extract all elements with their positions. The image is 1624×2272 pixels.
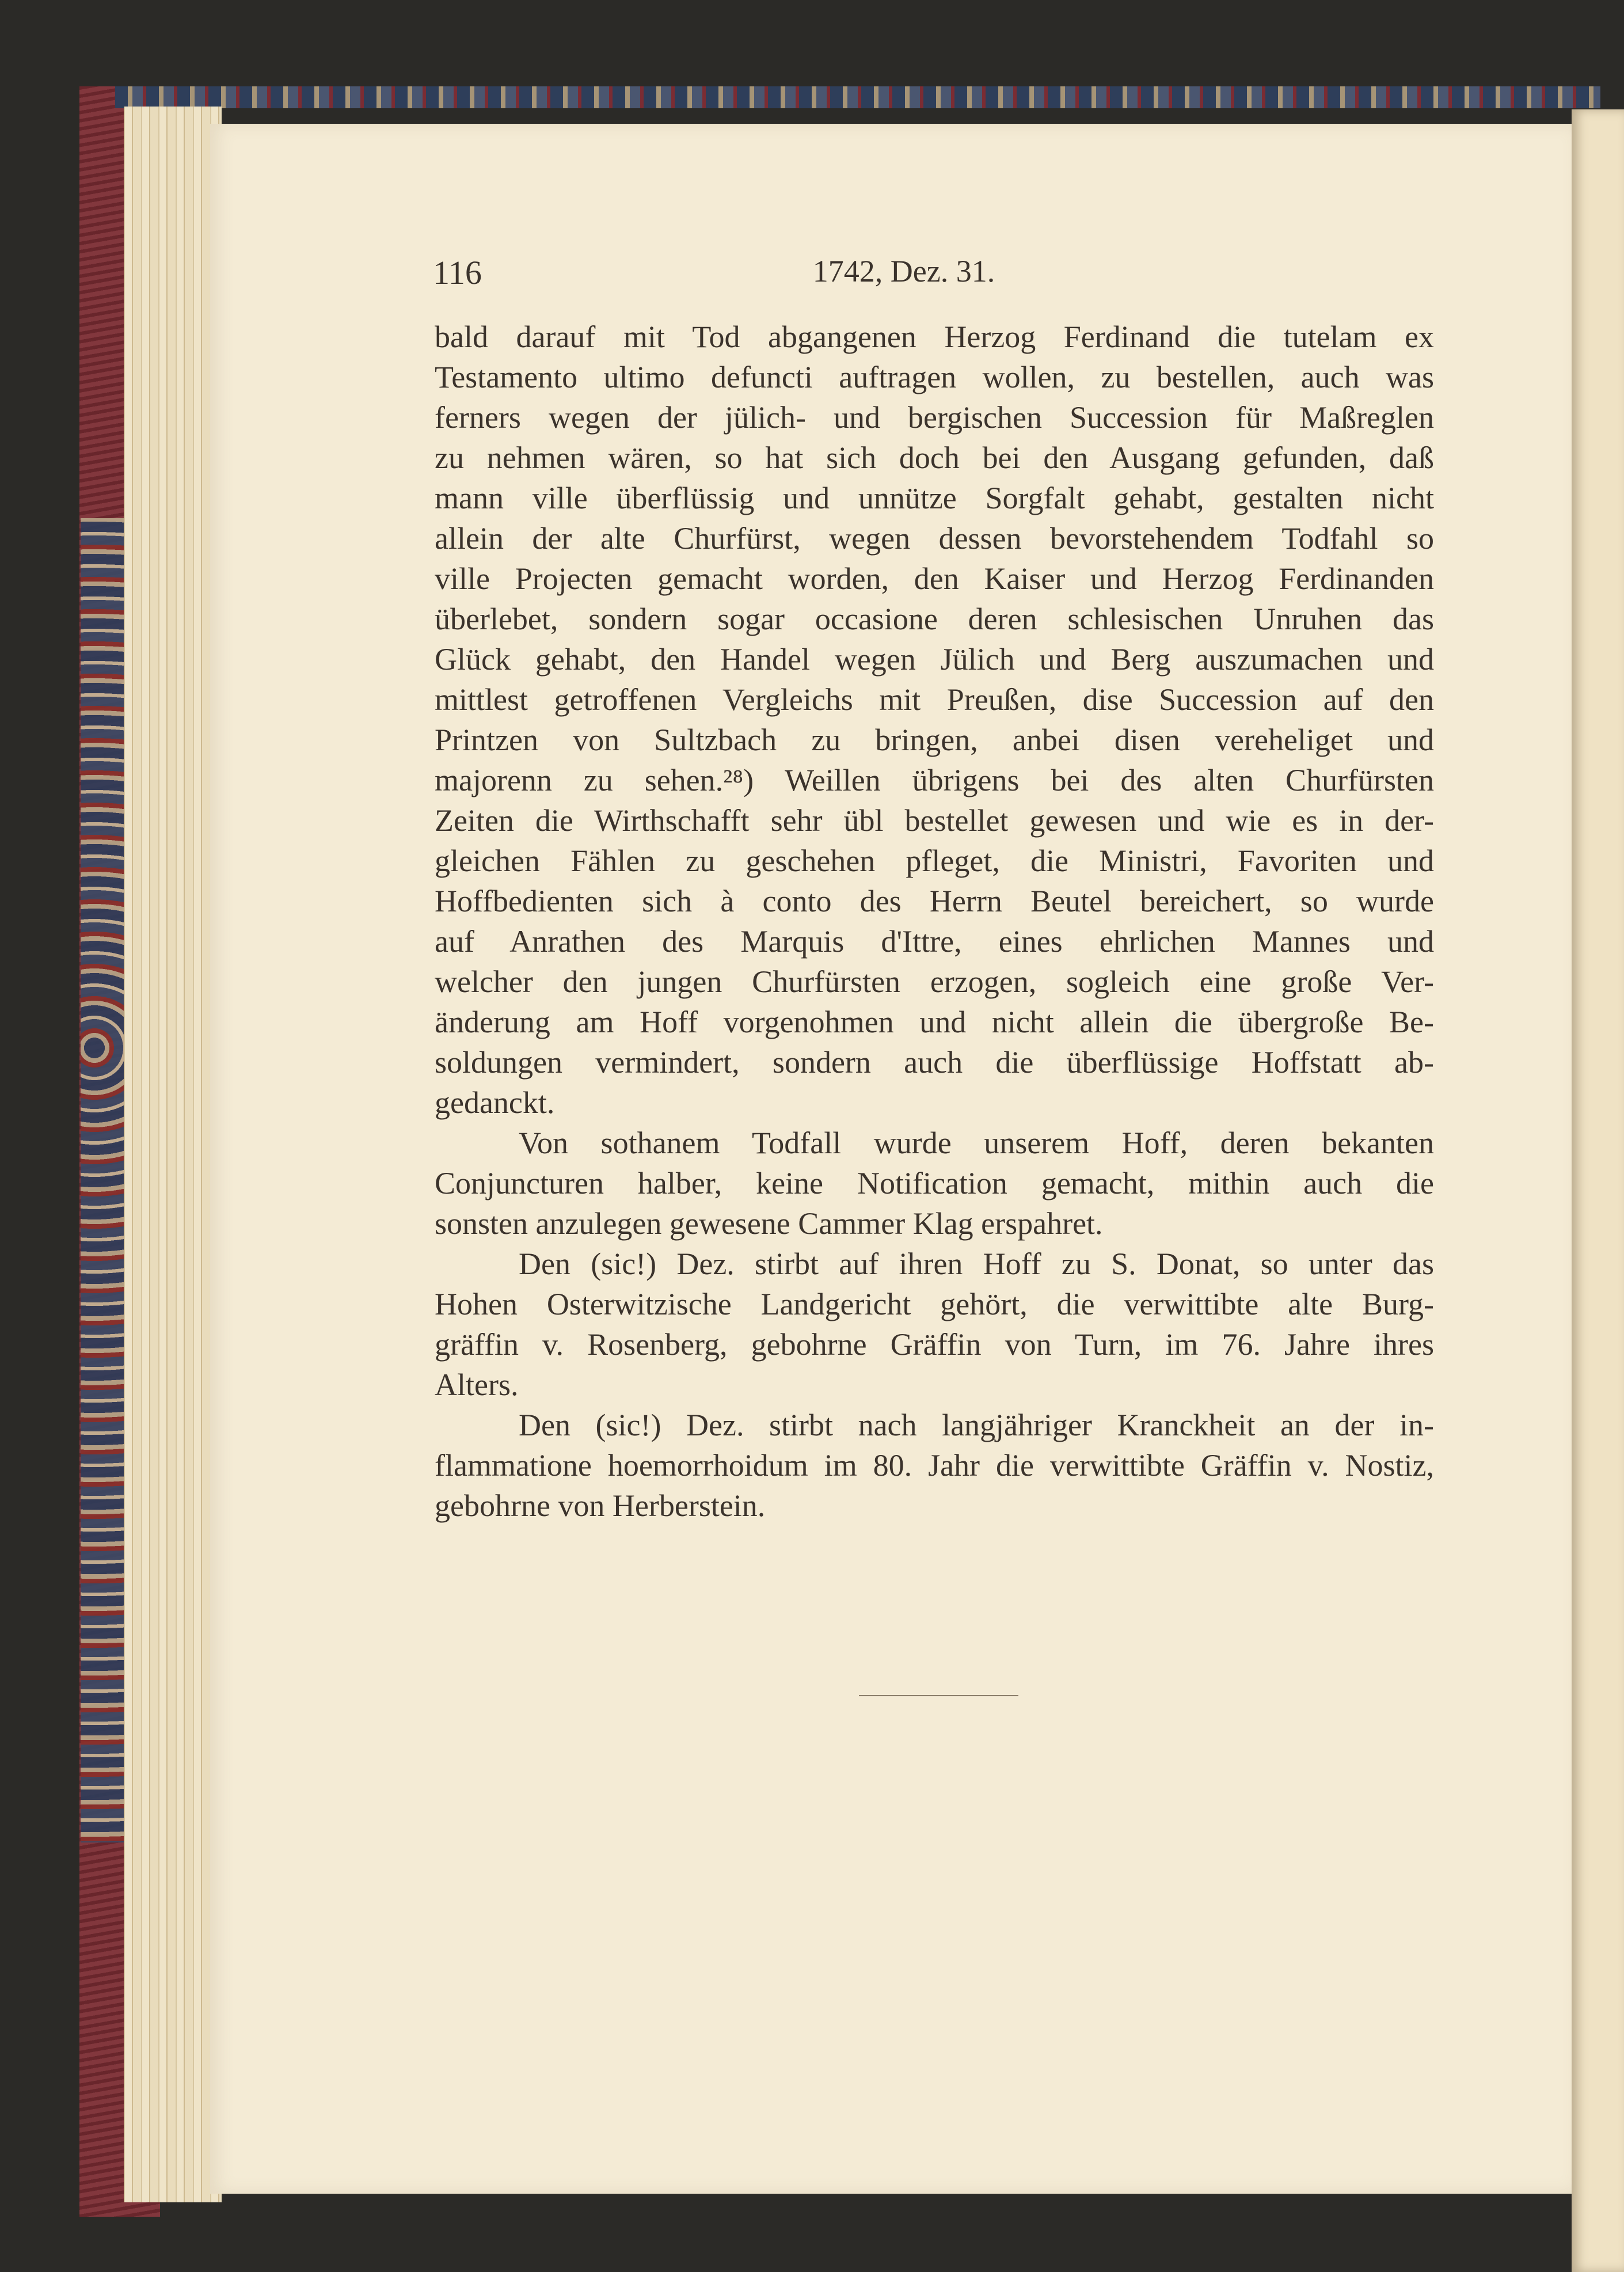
text-line: sonsten anzulegen gewesene Cammer Klag erspahret. <box>435 1206 1103 1241</box>
paragraph <box>435 1123 1434 1244</box>
marbled-endpaper <box>81 518 127 1842</box>
text-line: auf Anrathen des Marquis d'Ittre, eines ehrlichen Mannes und <box>435 924 1434 959</box>
text-line: gleichen Fählen zu geschehen pfleget, die Ministri, Favoriten und <box>435 844 1434 878</box>
text-line: gedanckt. <box>435 1085 555 1120</box>
text-line: Den (sic!) Dez. stirbt nach langjähriger Kranckheit an der in- <box>519 1408 1434 1442</box>
body-text <box>435 317 1434 1526</box>
text-line: flammatione hoemorrhoidum im 80. Jahr die verwittibte Gräffin v. Nostiz, <box>435 1448 1434 1483</box>
text-line: welcher den jungen Churfürsten erzogen, sogleich eine große Ver- <box>435 964 1434 999</box>
facing-page-edge <box>1572 109 1624 2272</box>
text-line: mittlest getroffenen Vergleichs mit Preußen, dise Succession auf den <box>435 682 1434 717</box>
text-line: ferners wegen der jülich- und bergischen Succession für Maßreglen <box>435 400 1434 435</box>
text-line: allein der alte Churfürst, wegen dessen bevorstehendem Todfahl so <box>435 521 1434 556</box>
text-line: Glück gehabt, den Handel wegen Jülich und Berg auszumachen und <box>435 642 1434 677</box>
end-rule <box>859 1695 1018 1696</box>
marbled-top-edge <box>115 86 1600 108</box>
text-line: Hoffbedienten sich à conto des Herrn Beutel bereichert, so wurde <box>435 884 1434 918</box>
page-number: 116 <box>433 254 482 291</box>
text-line: Hohen Osterwitzische Landgericht gehört, die verwittibte alte Burg- <box>435 1287 1434 1321</box>
running-head: 1742, Dez. 31. <box>812 254 995 288</box>
text-line: zu nehmen wären, so hat sich doch bei den Ausgang gefunden, daß <box>435 440 1434 475</box>
text-line: Von sothanem Todfall wurde unserem Hoff, deren bekanten <box>519 1126 1434 1160</box>
text-line: Alters. <box>435 1367 519 1402</box>
text-line: Zeiten die Wirthschafft sehr übl bestellet gewesen und wie es in der- <box>435 803 1434 838</box>
text-line: soldungen vermindert, sondern auch die überflüssige Hoffstatt ab- <box>435 1045 1434 1080</box>
text-line: überlebet, sondern sogar occasione deren schlesischen Unruhen das <box>435 602 1434 636</box>
paragraph <box>435 1244 1434 1405</box>
text-line: gebohrne von Herberstein. <box>435 1488 766 1523</box>
text-line: Conjuncturen halber, keine Notification gemacht, mithin auch die <box>435 1166 1434 1200</box>
text-line: Testamento ultimo defuncti auftragen wollen, zu bestellen, auch was <box>435 360 1434 394</box>
paragraph <box>435 317 1434 1123</box>
text-line: majorenn zu sehen.²⁸) Weillen übrigens bei des alten Churfürsten <box>435 763 1434 797</box>
text-line: ville Projecten gemacht worden, den Kaiser und Herzog Ferdinanden <box>435 561 1434 596</box>
text-line: Den (sic!) Dez. stirbt auf ihren Hoff zu S. Donat, so unter das <box>519 1247 1434 1281</box>
text-line: bald darauf mit Tod abgangenen Herzog Ferdinand die tutelam ex <box>435 320 1434 354</box>
page-edges <box>124 107 222 2202</box>
paragraph <box>435 1405 1434 1526</box>
text-line: Printzen von Sultzbach zu bringen, anbei disen vereheliget und <box>435 723 1434 757</box>
text-line: gräffin v. Rosenberg, gebohrne Gräffin von Turn, im 76. Jahre ihres <box>435 1327 1434 1362</box>
text-line: änderung am Hoff vorgenohmen und nicht allein die übergroße Be- <box>435 1005 1434 1039</box>
text-line: mann ville überflüssig und unnütze Sorgfalt gehabt, gestalten nicht <box>435 481 1434 515</box>
